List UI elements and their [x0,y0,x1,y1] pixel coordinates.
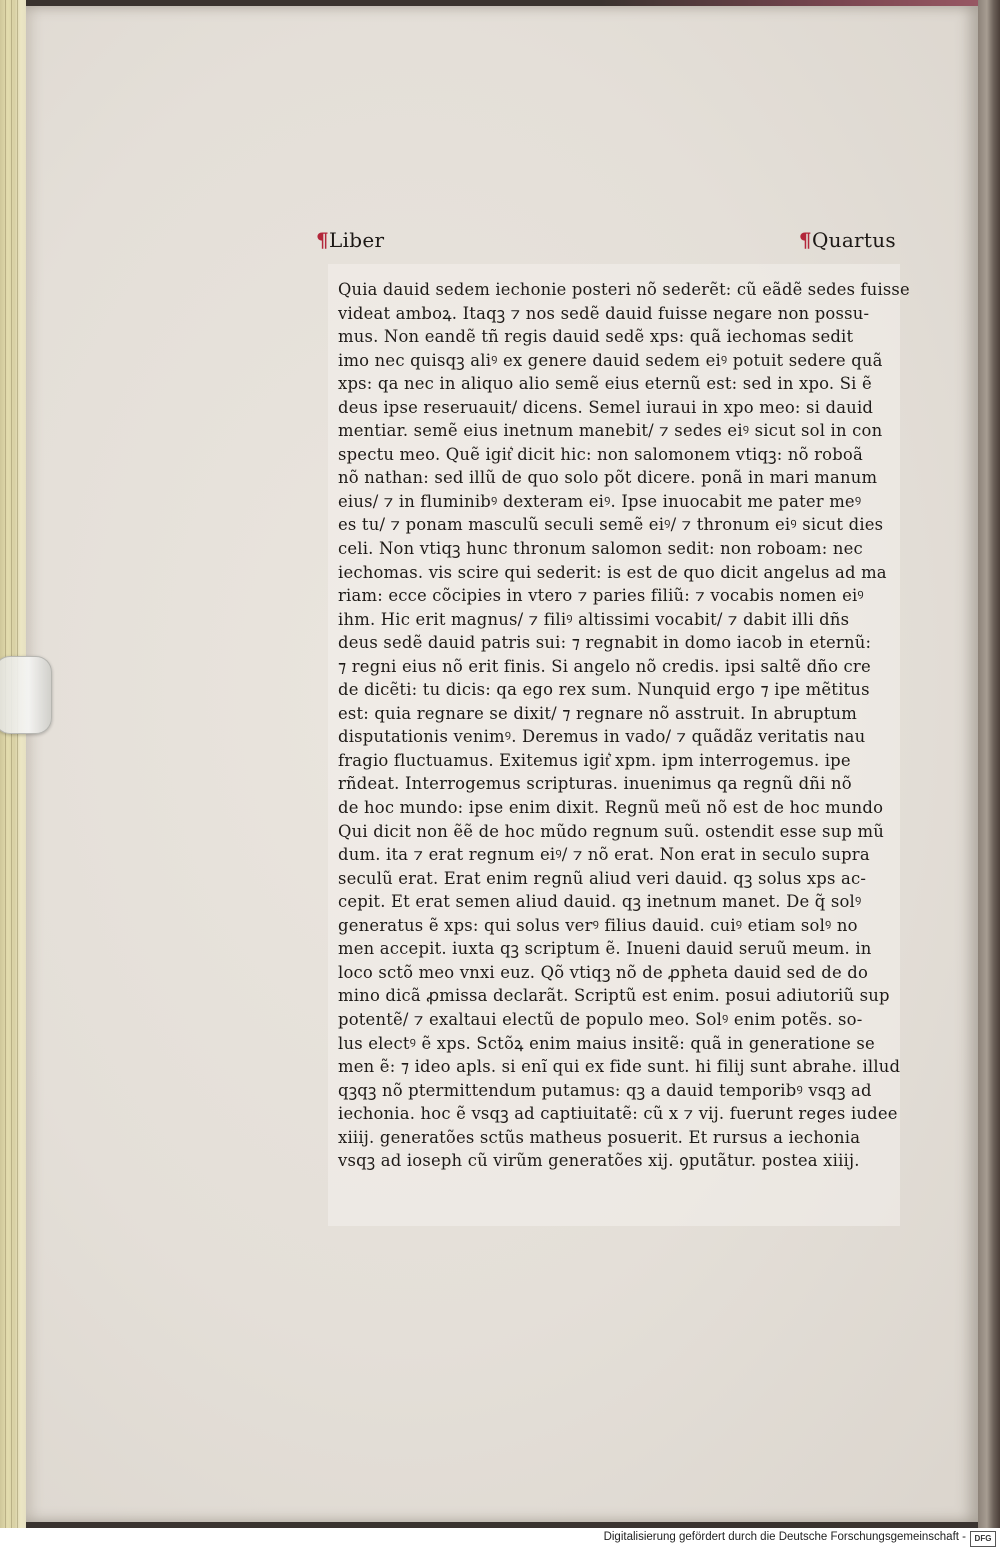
text-line: deus ipse reseruauit/ dicens. Semel iuraui in xpo meo: si dauid [338,397,874,417]
text-line: seculũ erat. Erat enim regnũ aliud veri dauid. qꝫ solus xps ac- [338,868,867,888]
text-line: men accepit. iuxta qꝫ scriptum ẽ. Inueni dauid seruũ meum. in [338,939,872,959]
text-line: de dicẽti: tu dicis: qa ego rex sum. Nunquid ergo ⁊ ipe mẽtitus [338,680,870,700]
text-line: nõ nathan: sed illũ de quo solo põt dicere. ponã in mari manum [338,468,878,488]
text-line: men ẽ: ⁊ ideo apls. si enĩ qui ex fide sunt. hi filij sunt abrahe. illud [338,1057,901,1077]
text-line: Qui dicit non ẽẽ de hoc mũdo regnum suũ. ostendit esse sup mũ [338,821,884,841]
text-line: spectu meo. Quẽ igit͛ dicit hic: non salomonem vtiqꝫ: nõ roboã [338,444,863,464]
text-line: imo nec quisqꝫ aliꝰ ex genere dauid sedem eiꝰ potuit sedere quã [338,350,883,370]
header-right [799,228,896,252]
text-line: lus electꝰ ẽ xps. Sctõꝝ enim maius insitẽ: quã in generatione se [338,1033,875,1053]
text-line: fragio fluctuamus. Exitemus igit͛ xpm. ipm interrogemus. ipe [338,750,851,770]
footer-bar [0,1528,1000,1549]
header-left [316,228,384,252]
text-line: vsqꝫ ad ioseph cũ virũm generatões xij. ꝯputãtur. postea xiiij. [338,1151,860,1171]
text-line: deus sedẽ dauid patris sui: ⁊ regnabit in domo iacob in eternũ: [338,633,872,653]
text-line: mentiar. semẽ eius inetnum manebit/ ⁊ sedes eiꝰ sicut sol in con [338,421,883,441]
text-block [310,220,910,1226]
text-line: mino dicã ꝓmissa declarãt. Scriptũ est enim. posui adiutoriũ sup [338,986,890,1006]
text-line: videat amboꝝ. Itaqꝫ ⁊ nos sedẽ dauid fuisse negare non possu- [338,303,870,323]
text-line: es tu/ ⁊ ponam masculũ seculi semẽ eiꝰ/ ⁊ thronum eiꝰ sicut dies [338,515,884,535]
text-line: mus. Non eandẽ tñ regis dauid sedẽ xps: quã iechomas sedit [338,327,854,347]
running-header [310,220,910,260]
text-line: rñdeat. Interrogemus scripturas. inuenimus qa regnũ dñi nõ [338,774,852,794]
header-left-word: Liber [329,228,385,252]
text-line: qꝫqꝫ nõ ptermittendum putamus: qꝫ a dauid temporibꝰ vsqꝫ ad [338,1080,872,1100]
body-text [338,278,910,1173]
text-line: iechomas. vis scire qui sederit: is est de quo dicit angelus ad ma [338,562,887,582]
text-line: iechonia. hoc ẽ vsqꝫ ad captiuitatẽ: cũ x ⁊ vij. fuerunt reges iudee [338,1104,898,1124]
text-line: de hoc mundo: ipse enim dixit. Regnũ meũ nõ est de hoc mundo [338,798,884,818]
header-right-word: Quartus [811,228,896,252]
book-spine-edge [978,0,1000,1528]
page-clip-icon [0,656,52,734]
text-line: est: quia regnare se dixit/ ⁊ regnare nõ asstruit. In abruptum [338,703,858,723]
text-line: ihm. Hic erit magnus/ ⁊ filiꝰ altissimi vocabit/ ⁊ dabit illi dñs [338,609,850,629]
rubric-mark-icon: ¶ [316,228,330,252]
text-line: riam: ecce cõcipies in vtero ⁊ paries filiũ: ⁊ vocabis nomen eiꝰ [338,586,864,606]
book-page [26,6,978,1522]
text-line: loco sctõ meo vnxi euz. Qõ vtiqꝫ nõ de ꝓpheta dauid sed de do [338,962,869,982]
text-line: cepit. Et erat semen aliud dauid. qꝫ inetnum manet. De q̃ solꝰ [338,892,862,912]
text-line: xiiij. generatões sctũs matheus posuerit. Et rursus a iechonia [338,1127,861,1147]
text-line: dum. ita ⁊ erat regnum eiꝰ/ ⁊ nõ erat. Non erat in seculo supra [338,845,870,865]
text-line: potentẽ/ ⁊ exaltaui electũ de populo meo. Solꝰ enim potẽs. so- [338,1009,863,1029]
funding-credit: Digitalisierung gefördert durch die Deutsche Forschungsgemeinschaft - [603,1531,966,1543]
text-line: Quia dauid sedem iechonie posteri nõ sederẽt: cũ eãdẽ sedes fuisse [338,280,910,299]
text-line: generatus ẽ xps: qui solus verꝰ filius dauid. cuiꝰ etiam solꝰ no [338,915,858,935]
book-page-edges [0,0,26,1528]
text-line: eius/ ⁊ in fluminibꝰ dexteram eiꝰ. Ipse inuocabit me pater meꝰ [338,491,862,511]
rubric-mark-icon: ¶ [798,228,812,252]
text-line: disputationis venimꝰ. Deremus in vado/ ⁊ quãdãz veritatis nau [338,727,866,747]
text-line: ⁊ regni eius nõ erit finis. Si angelo nõ credis. ipsi saltẽ dño cre [338,656,871,676]
text-line: celi. Non vtiqꝫ hunc thronum salomon sedit: non roboam: nec [338,539,863,559]
dfg-logo: DFG [970,1531,996,1547]
text-line: xps: qa nec in aliquo alio semẽ eius eternũ est: sed in xpo. Si ẽ [338,374,872,394]
